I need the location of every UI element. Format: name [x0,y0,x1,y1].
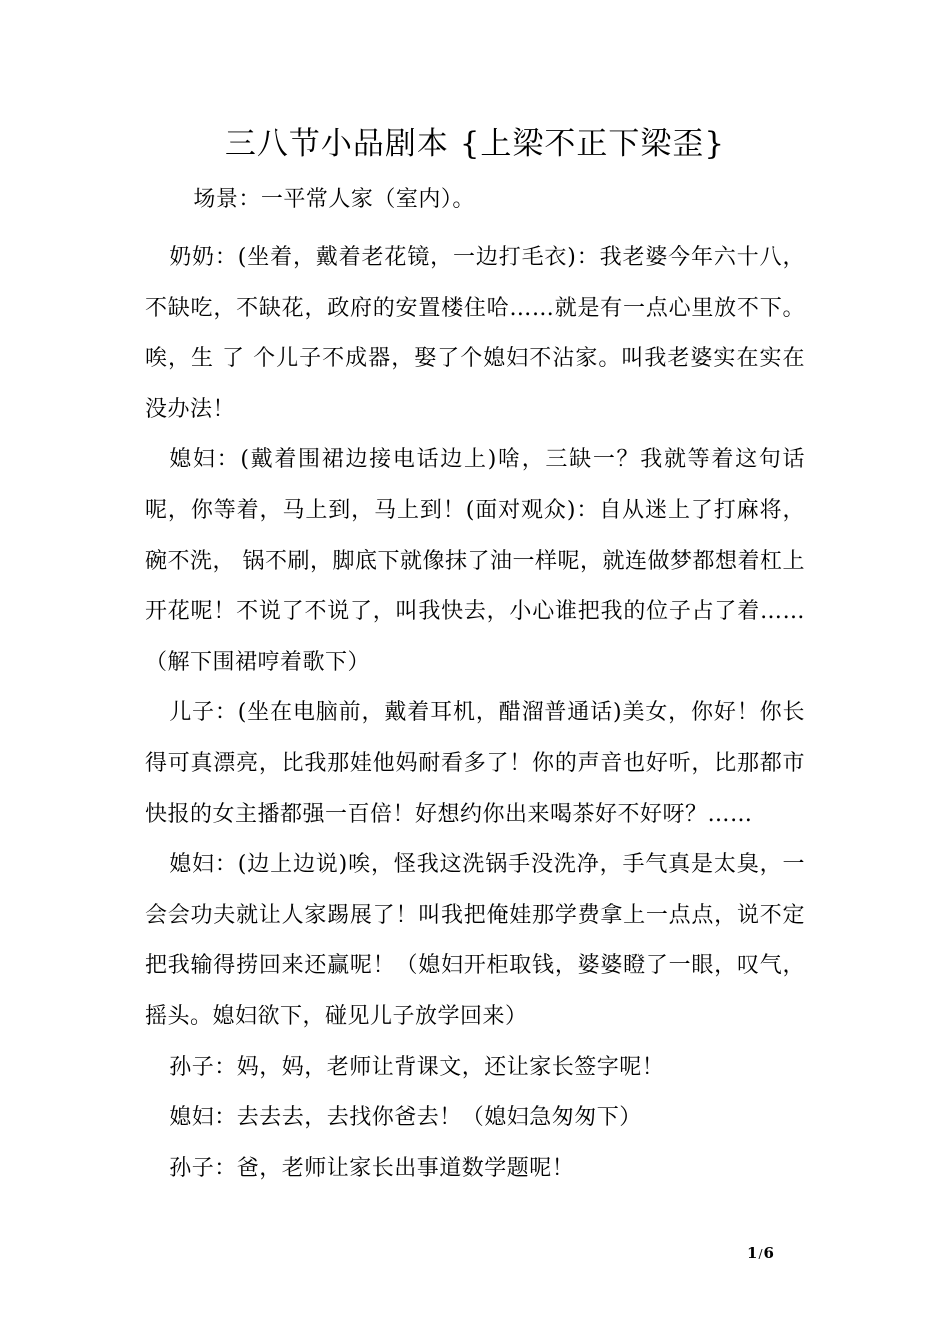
document-title: 三八节小品剧本 {上梁不正下梁歪} [224,126,726,162]
dialogue-paragraph: 孙子：妈，妈，老师让背课文，还让家长签字呢！ [169,1054,665,1080]
scene-paragraph: 场景：一平常人家（室内）。 [193,187,475,212]
dialogue-paragraph: 媳妇：去去去，去找你爸去！（媳妇急匆匆下） [169,1105,642,1131]
page-footer [0,1244,950,1266]
dialogue-paragraph: 儿子：(坐在电脑前，戴着耳机，醋溜普通话)美女，你好！你长得可真漂亮，比我那娃他妈耐看多了！你的声音也好听，比那都市快报的女主播都强一百倍！好想约你出来喝茶好不好呀？…… [145,700,805,827]
current-page-number: 1 [747,1244,758,1262]
dialogue-paragraph: 媳妇：(边上边说)唉，怪我这洗锅手没洗净，手气真是太臭，一会会功夫就让人家踢展了！叫我把俺娃那学费拿上一点点，说不定把我输得捞回来还赢呢！（媳妇开柜取钱，婆婆瞪了一眼，叹气，摇头。媳妇欲下，碰见儿子放学回来） [145,852,805,1029]
dialogue-paragraph: 媳妇：(戴着围裙边接电话边上)啥，三缺一？我就等着这句话呢，你等着，马上到，马上到！(面对观众)：自从迷上了打麻将，碗不洗， 锅不刷，脚底下就像抹了油一样呢，就连做梦都想着杠上开花呢！不说了不说了，叫我快去，小心谁把我的位子占了着……（解下围裙哼着歌下） [145,447,805,675]
page-number [747,1244,774,1262]
dialogue-paragraph: 孙子：爸，老师让家长出事道数学题呢！ [169,1155,575,1181]
page-number-separator: / [758,1247,763,1261]
dialogue-paragraph: 奶奶：(坐着，戴着老花镜，一边打毛衣)：我老婆今年六十八，不缺吃，不缺花，政府的安置楼住哈……就是有一点心里放不下。唉，生 了 个儿子不成器，娶了个媳妇不沾家。叫我老婆实在实在没办法！ [145,245,805,422]
total-page-count: 6 [763,1244,774,1262]
document-body [145,183,805,1194]
